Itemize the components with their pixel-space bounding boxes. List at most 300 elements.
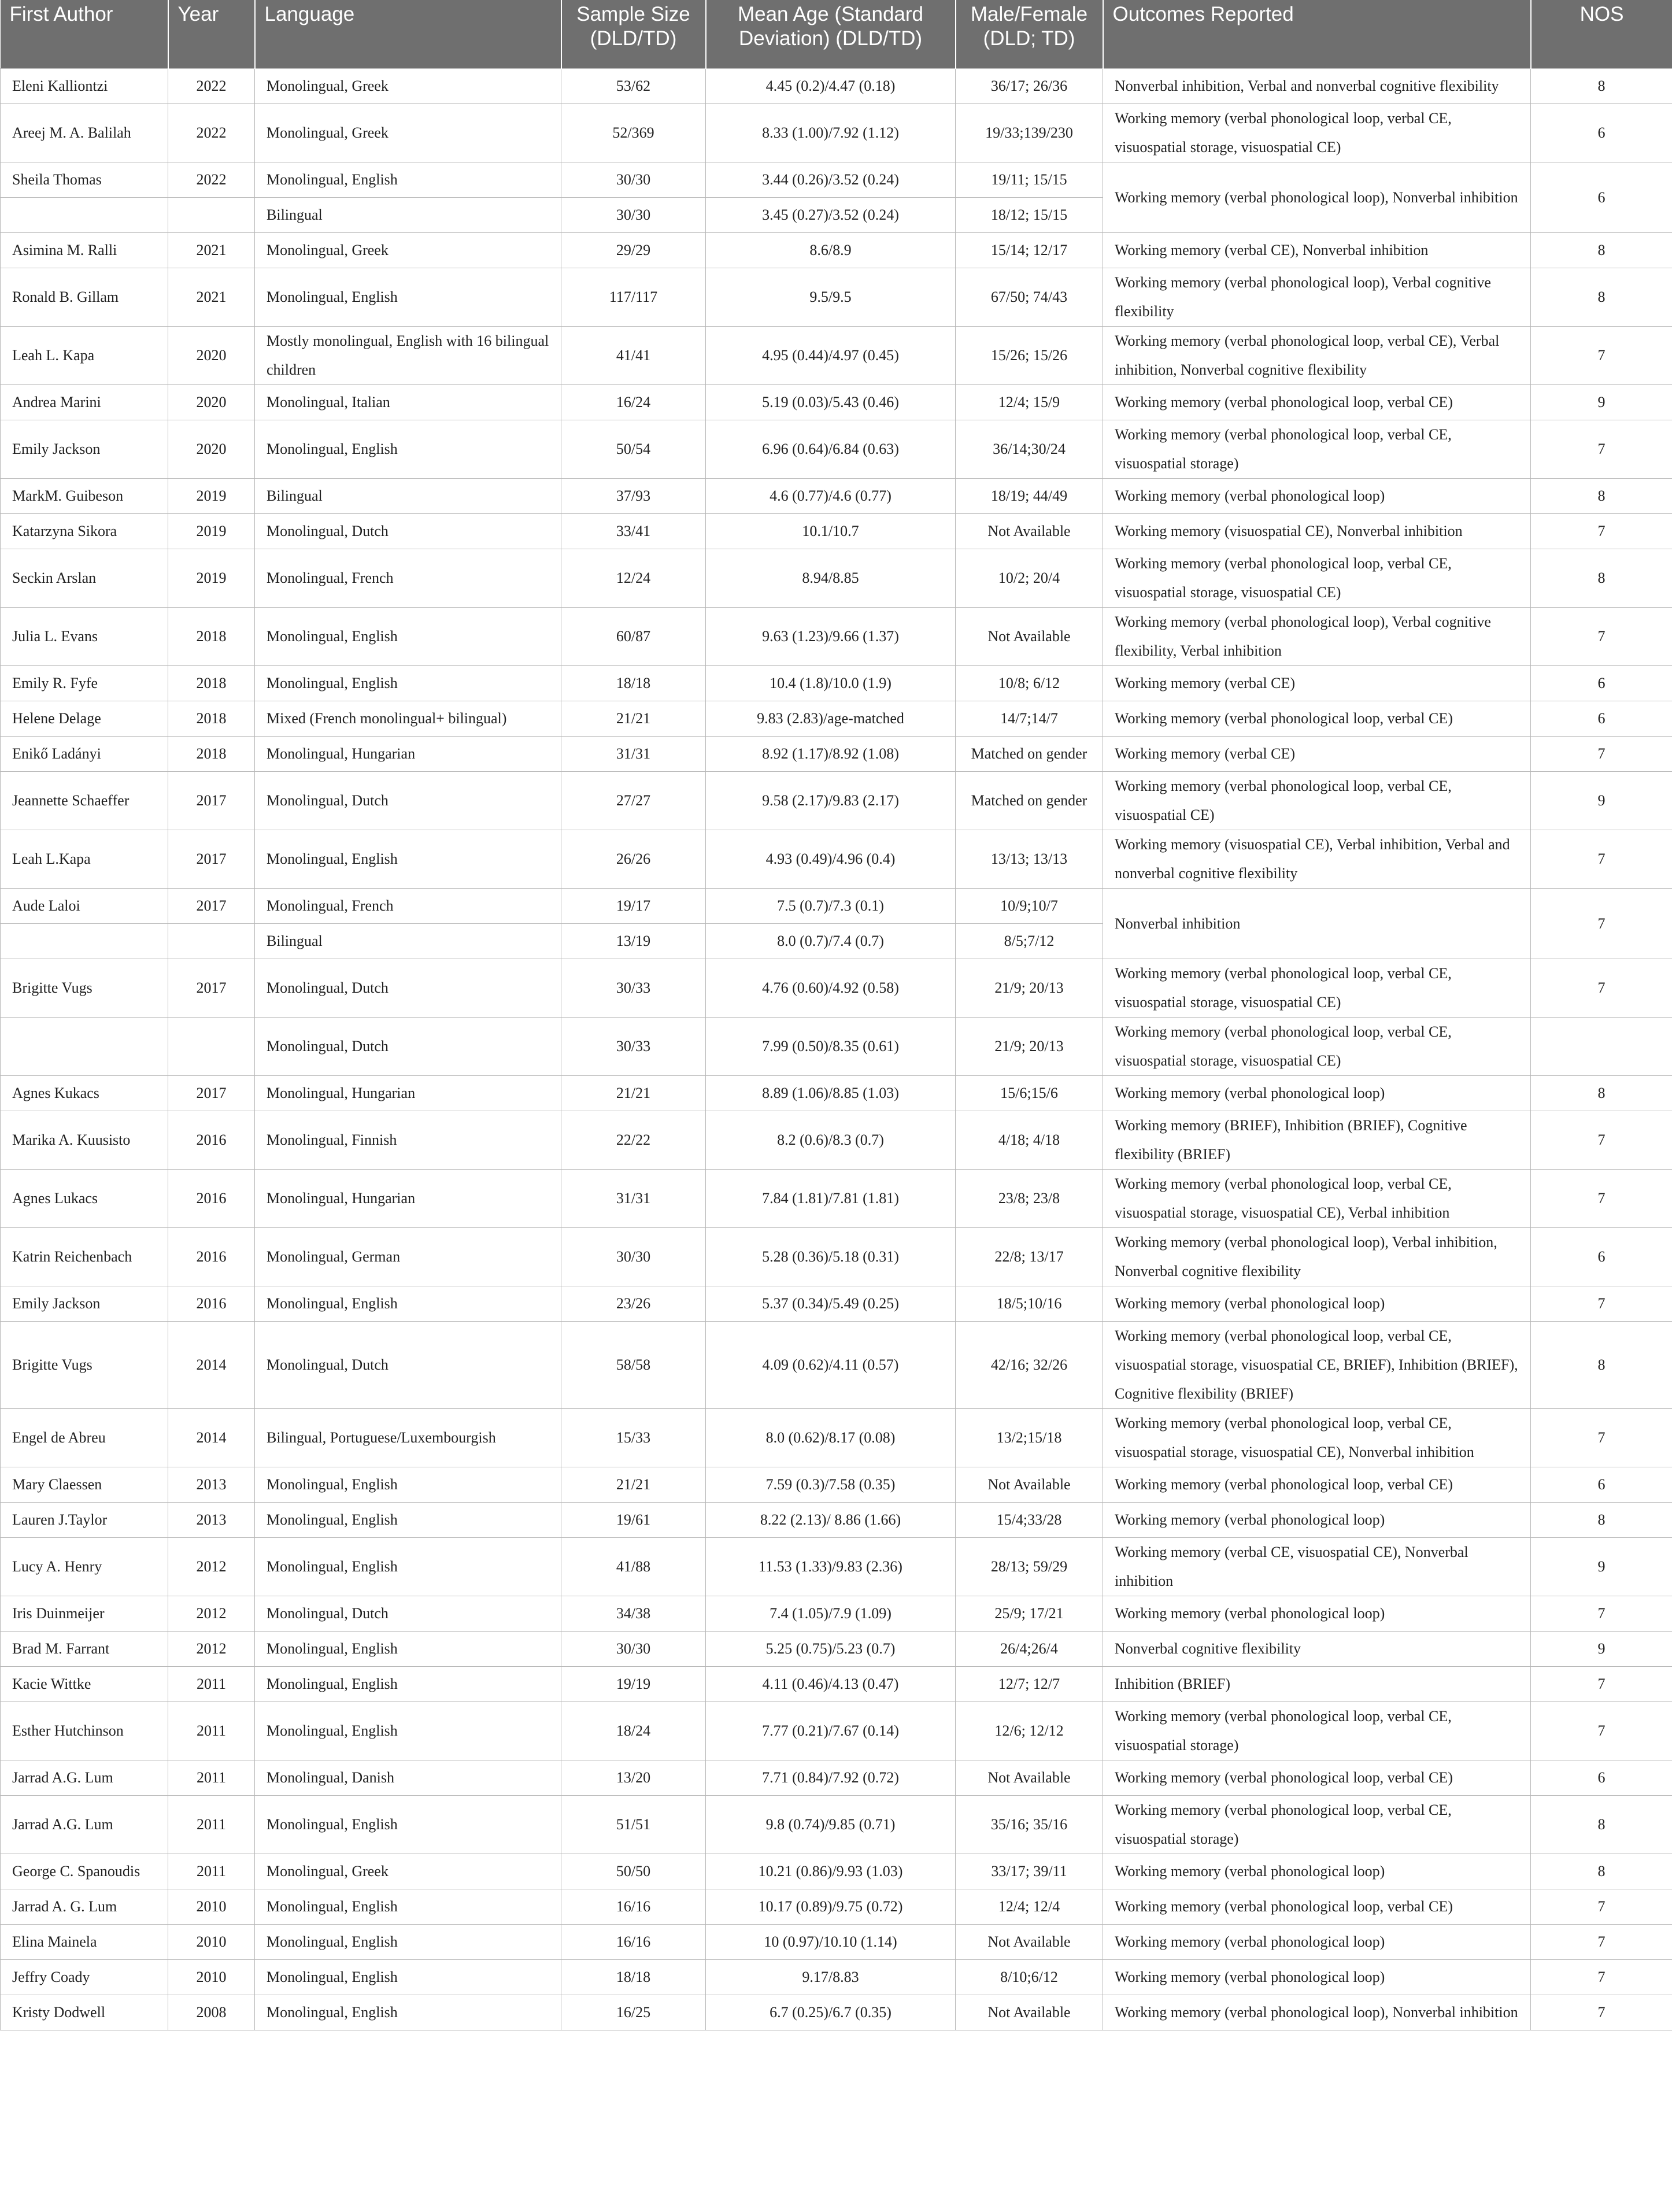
cell-outcomes: Working memory (verbal phonological loop), Nonverbal inhibition <box>1103 1995 1531 2030</box>
cell-year: 2018 <box>168 737 255 772</box>
table-row <box>1 1889 1672 1925</box>
cell-male-female: 18/19; 44/49 <box>956 479 1103 514</box>
table-row <box>1 1076 1672 1111</box>
cell-first-author: Leah L.Kapa <box>1 830 168 889</box>
cell-language: Monolingual, Greek <box>255 233 561 268</box>
cell-male-female: 25/9; 17/21 <box>956 1596 1103 1632</box>
table-row <box>1 233 1672 268</box>
cell-year: 2010 <box>168 1960 255 1995</box>
cell-mean-age: 4.76 (0.60)/4.92 (0.58) <box>706 959 956 1018</box>
table-row <box>1 737 1672 772</box>
cell-year: 2012 <box>168 1538 255 1596</box>
table-row <box>1 830 1672 889</box>
cell-first-author: Kacie Wittke <box>1 1667 168 1702</box>
cell-year: 2011 <box>168 1760 255 1796</box>
cell-first-author: Emily R. Fyfe <box>1 666 168 701</box>
cell-language: Monolingual, English <box>255 162 561 198</box>
cell-outcomes: Working memory (verbal phonological loop) <box>1103 1854 1531 1889</box>
cell-first-author: Brigitte Vugs <box>1 959 168 1018</box>
cell-mean-age: 9.5/9.5 <box>706 268 956 327</box>
cell-year: 2020 <box>168 327 255 385</box>
cell-language: Monolingual, Dutch <box>255 1018 561 1076</box>
cell-first-author: Agnes Kukacs <box>1 1076 168 1111</box>
cell-year: 2022 <box>168 104 255 162</box>
cell-first-author: Jeannette Schaeffer <box>1 772 168 830</box>
cell-male-female: 10/2; 20/4 <box>956 549 1103 608</box>
cell-year: 2011 <box>168 1796 255 1854</box>
cell-nos: 7 <box>1531 737 1672 772</box>
cell-language: Monolingual, Greek <box>255 69 561 104</box>
cell-mean-age: 4.93 (0.49)/4.96 (0.4) <box>706 830 956 889</box>
table-row <box>1 162 1672 198</box>
cell-first-author: Esther Hutchinson <box>1 1702 168 1760</box>
cell-first-author: Areej M. A. Balilah <box>1 104 168 162</box>
cell-male-female: 19/33;139/230 <box>956 104 1103 162</box>
cell-sample-size: 21/21 <box>561 1467 706 1503</box>
cell-male-female: 13/13; 13/13 <box>956 830 1103 889</box>
cell-first-author: Emily Jackson <box>1 1286 168 1322</box>
cell-sample-size: 29/29 <box>561 233 706 268</box>
cell-outcomes: Nonverbal inhibition, Verbal and nonverbal cognitive flexibility <box>1103 69 1531 104</box>
cell-first-author: Brigitte Vugs <box>1 1322 168 1409</box>
cell-outcomes: Working memory (verbal phonological loop, verbal CE, visuospatial storage, visuospatial CE) <box>1103 549 1531 608</box>
cell-sample-size: 60/87 <box>561 608 706 666</box>
cell-mean-age: 5.25 (0.75)/5.23 (0.7) <box>706 1632 956 1667</box>
cell-language: Monolingual, English <box>255 1925 561 1960</box>
cell-year: 2016 <box>168 1228 255 1286</box>
cell-sample-size: 41/88 <box>561 1538 706 1596</box>
cell-sample-size: 52/369 <box>561 104 706 162</box>
table-row <box>1 479 1672 514</box>
table-row <box>1 1228 1672 1286</box>
cell-first-author <box>1 198 168 233</box>
cell-mean-age: 8.89 (1.06)/8.85 (1.03) <box>706 1076 956 1111</box>
cell-male-female: Not Available <box>956 1760 1103 1796</box>
cell-male-female: 8/5;7/12 <box>956 924 1103 959</box>
cell-language: Monolingual, Dutch <box>255 514 561 549</box>
cell-mean-age: 7.71 (0.84)/7.92 (0.72) <box>706 1760 956 1796</box>
table-row <box>1 1596 1672 1632</box>
cell-sample-size: 50/50 <box>561 1854 706 1889</box>
cell-nos: 7 <box>1531 1995 1672 2030</box>
cell-nos: 8 <box>1531 1076 1672 1111</box>
cell-language: Monolingual, English <box>255 1667 561 1702</box>
cell-outcomes: Working memory (verbal phonological loop, verbal CE, visuospatial storage, visuospatial CE) <box>1103 1018 1531 1076</box>
cell-mean-age: 10.1/10.7 <box>706 514 956 549</box>
cell-mean-age: 8.94/8.85 <box>706 549 956 608</box>
cell-male-female: 36/14;30/24 <box>956 420 1103 479</box>
cell-mean-age: 5.28 (0.36)/5.18 (0.31) <box>706 1228 956 1286</box>
table-row <box>1 69 1672 104</box>
cell-outcomes: Working memory (verbal phonological loop) <box>1103 479 1531 514</box>
cell-sample-size: 21/21 <box>561 701 706 737</box>
cell-male-female: 12/7; 12/7 <box>956 1667 1103 1702</box>
cell-nos: 7 <box>1531 1111 1672 1170</box>
header-outcomes-reported: Outcomes Reported <box>1103 0 1531 69</box>
cell-mean-age: 10 (0.97)/10.10 (1.14) <box>706 1925 956 1960</box>
cell-mean-age: 8.6/8.9 <box>706 233 956 268</box>
table-row <box>1 959 1672 1018</box>
cell-sample-size: 34/38 <box>561 1596 706 1632</box>
cell-first-author: Kristy Dodwell <box>1 1995 168 2030</box>
cell-language: Bilingual <box>255 924 561 959</box>
cell-nos: 7 <box>1531 1596 1672 1632</box>
cell-first-author: Seckin Arslan <box>1 549 168 608</box>
cell-mean-age: 6.7 (0.25)/6.7 (0.35) <box>706 1995 956 2030</box>
cell-language: Monolingual, English <box>255 1889 561 1925</box>
cell-first-author: Jarrad A. G. Lum <box>1 1889 168 1925</box>
cell-language: Monolingual, French <box>255 889 561 924</box>
cell-sample-size: 16/16 <box>561 1925 706 1960</box>
table-row <box>1 772 1672 830</box>
cell-male-female: 10/9;10/7 <box>956 889 1103 924</box>
cell-mean-age: 7.84 (1.81)/7.81 (1.81) <box>706 1170 956 1228</box>
cell-outcomes: Working memory (verbal phonological loop) <box>1103 1286 1531 1322</box>
cell-sample-size: 51/51 <box>561 1796 706 1854</box>
cell-first-author <box>1 1018 168 1076</box>
cell-male-female: 21/9; 20/13 <box>956 959 1103 1018</box>
cell-nos: 6 <box>1531 701 1672 737</box>
cell-outcomes: Working memory (verbal phonological loop), Verbal cognitive flexibility, Verbal inhibition <box>1103 608 1531 666</box>
cell-male-female: Not Available <box>956 1925 1103 1960</box>
cell-first-author <box>1 924 168 959</box>
table-row <box>1 268 1672 327</box>
cell-sample-size: 19/61 <box>561 1503 706 1538</box>
cell-nos: 6 <box>1531 104 1672 162</box>
cell-language: Bilingual <box>255 479 561 514</box>
cell-male-female: Not Available <box>956 1467 1103 1503</box>
cell-outcomes: Inhibition (BRIEF) <box>1103 1667 1531 1702</box>
cell-mean-age: 4.6 (0.77)/4.6 (0.77) <box>706 479 956 514</box>
cell-nos: 7 <box>1531 608 1672 666</box>
cell-nos: 7 <box>1531 1960 1672 1995</box>
cell-year: 2008 <box>168 1995 255 2030</box>
table-row <box>1 1467 1672 1503</box>
cell-year <box>168 198 255 233</box>
table-row <box>1 1702 1672 1760</box>
cell-mean-age: 6.96 (0.64)/6.84 (0.63) <box>706 420 956 479</box>
cell-male-female: 35/16; 35/16 <box>956 1796 1103 1854</box>
cell-mean-age: 7.59 (0.3)/7.58 (0.35) <box>706 1467 956 1503</box>
table-row <box>1 1667 1672 1702</box>
cell-male-female: 15/14; 12/17 <box>956 233 1103 268</box>
cell-year: 2017 <box>168 772 255 830</box>
cell-language: Monolingual, English <box>255 1503 561 1538</box>
cell-nos: 8 <box>1531 268 1672 327</box>
cell-male-female: 19/11; 15/15 <box>956 162 1103 198</box>
cell-language: Monolingual, English <box>255 1702 561 1760</box>
cell-first-author: Ronald B. Gillam <box>1 268 168 327</box>
cell-nos: 6 <box>1531 1228 1672 1286</box>
cell-year: 2014 <box>168 1409 255 1467</box>
table-row <box>1 1995 1672 2030</box>
cell-nos: 6 <box>1531 1760 1672 1796</box>
cell-outcomes: Working memory (verbal phonological loop), Verbal inhibition, Nonverbal cognitive flexibility <box>1103 1228 1531 1286</box>
cell-sample-size: 30/30 <box>561 162 706 198</box>
cell-mean-age: 9.58 (2.17)/9.83 (2.17) <box>706 772 956 830</box>
cell-year: 2018 <box>168 608 255 666</box>
cell-sample-size: 37/93 <box>561 479 706 514</box>
cell-sample-size: 30/33 <box>561 1018 706 1076</box>
table-row <box>1 514 1672 549</box>
cell-language: Monolingual, English <box>255 268 561 327</box>
cell-language: Monolingual, Dutch <box>255 1596 561 1632</box>
cell-first-author: Asimina M. Ralli <box>1 233 168 268</box>
cell-mean-age: 5.37 (0.34)/5.49 (0.25) <box>706 1286 956 1322</box>
cell-outcomes: Working memory (verbal phonological loop) <box>1103 1503 1531 1538</box>
cell-first-author: Helene Delage <box>1 701 168 737</box>
cell-mean-age: 4.95 (0.44)/4.97 (0.45) <box>706 327 956 385</box>
header-male-female: Male/Female (DLD; TD) <box>956 0 1103 69</box>
cell-language: Monolingual, Dutch <box>255 959 561 1018</box>
cell-sample-size: 18/24 <box>561 1702 706 1760</box>
cell-outcomes: Working memory (visuospatial CE), Verbal inhibition, Verbal and nonverbal cognitive flexibility <box>1103 830 1531 889</box>
cell-year: 2010 <box>168 1925 255 1960</box>
cell-nos: 8 <box>1531 1322 1672 1409</box>
cell-sample-size: 27/27 <box>561 772 706 830</box>
cell-nos: 7 <box>1531 1170 1672 1228</box>
cell-sample-size: 26/26 <box>561 830 706 889</box>
table-row <box>1 1538 1672 1596</box>
cell-language: Monolingual, English <box>255 420 561 479</box>
cell-mean-age: 7.4 (1.05)/7.9 (1.09) <box>706 1596 956 1632</box>
table-body <box>1 69 1672 2030</box>
cell-language: Monolingual, Italian <box>255 385 561 420</box>
table-row <box>1 327 1672 385</box>
cell-year: 2022 <box>168 69 255 104</box>
cell-language: Monolingual, English <box>255 1467 561 1503</box>
cell-mean-age: 7.5 (0.7)/7.3 (0.1) <box>706 889 956 924</box>
cell-sample-size: 15/33 <box>561 1409 706 1467</box>
cell-outcomes: Working memory (BRIEF), Inhibition (BRIEF), Cognitive flexibility (BRIEF) <box>1103 1111 1531 1170</box>
cell-male-female: Matched on gender <box>956 772 1103 830</box>
cell-outcomes: Working memory (verbal phonological loop) <box>1103 1960 1531 1995</box>
cell-male-female: 12/4; 12/4 <box>956 1889 1103 1925</box>
cell-male-female: 42/16; 32/26 <box>956 1322 1103 1409</box>
table-row <box>1 1111 1672 1170</box>
cell-language: Monolingual, Dutch <box>255 772 561 830</box>
cell-male-female: 33/17; 39/11 <box>956 1854 1103 1889</box>
cell-language: Monolingual, English <box>255 1796 561 1854</box>
cell-nos: 8 <box>1531 233 1672 268</box>
cell-outcomes: Working memory (verbal phonological loop, verbal CE, visuospatial storage) <box>1103 420 1531 479</box>
cell-language: Monolingual, German <box>255 1228 561 1286</box>
cell-first-author: Aude Laloi <box>1 889 168 924</box>
cell-year: 2020 <box>168 420 255 479</box>
cell-nos: 7 <box>1531 889 1672 959</box>
cell-mean-age: 9.83 (2.83)/age-matched <box>706 701 956 737</box>
cell-sample-size: 41/41 <box>561 327 706 385</box>
cell-sample-size: 21/21 <box>561 1076 706 1111</box>
table-row <box>1 1960 1672 1995</box>
cell-first-author: Eleni Kalliontzi <box>1 69 168 104</box>
cell-first-author: Lauren J.Taylor <box>1 1503 168 1538</box>
cell-first-author: Lucy A. Henry <box>1 1538 168 1596</box>
cell-first-author: Leah L. Kapa <box>1 327 168 385</box>
cell-sample-size: 16/25 <box>561 1995 706 2030</box>
table-row <box>1 1925 1672 1960</box>
cell-mean-age: 8.92 (1.17)/8.92 (1.08) <box>706 737 956 772</box>
cell-first-author: Marika A. Kuusisto <box>1 1111 168 1170</box>
cell-outcomes: Working memory (verbal phonological loop, verbal CE, visuospatial storage, visuospatial CE), Nonverbal inhibition <box>1103 1409 1531 1467</box>
cell-nos: 8 <box>1531 69 1672 104</box>
cell-outcomes: Working memory (verbal CE, visuospatial CE), Nonverbal inhibition <box>1103 1538 1531 1596</box>
cell-mean-age: 7.99 (0.50)/8.35 (0.61) <box>706 1018 956 1076</box>
cell-nos: 7 <box>1531 1702 1672 1760</box>
cell-year <box>168 1018 255 1076</box>
cell-first-author: Brad M. Farrant <box>1 1632 168 1667</box>
cell-first-author: Jarrad A.G. Lum <box>1 1796 168 1854</box>
cell-sample-size: 16/24 <box>561 385 706 420</box>
cell-outcomes: Working memory (visuospatial CE), Nonverbal inhibition <box>1103 514 1531 549</box>
cell-sample-size: 23/26 <box>561 1286 706 1322</box>
cell-nos: 7 <box>1531 1286 1672 1322</box>
cell-year: 2010 <box>168 1889 255 1925</box>
cell-male-female: 10/8; 6/12 <box>956 666 1103 701</box>
cell-first-author: Elina Mainela <box>1 1925 168 1960</box>
cell-mean-age: 4.45 (0.2)/4.47 (0.18) <box>706 69 956 104</box>
cell-male-female: 26/4;26/4 <box>956 1632 1103 1667</box>
cell-outcomes: Working memory (verbal phonological loop) <box>1103 1596 1531 1632</box>
cell-outcomes: Working memory (verbal phonological loop) <box>1103 1925 1531 1960</box>
cell-language: Monolingual, English <box>255 1538 561 1596</box>
table-row <box>1 889 1672 924</box>
cell-first-author: Jarrad A.G. Lum <box>1 1760 168 1796</box>
cell-outcomes: Working memory (verbal CE) <box>1103 666 1531 701</box>
cell-year: 2022 <box>168 162 255 198</box>
cell-male-female: 22/8; 13/17 <box>956 1228 1103 1286</box>
table-row <box>1 385 1672 420</box>
cell-year: 2017 <box>168 830 255 889</box>
cell-outcomes: Working memory (verbal phonological loop, verbal CE) <box>1103 1760 1531 1796</box>
cell-sample-size: 30/30 <box>561 1228 706 1286</box>
cell-mean-age: 8.2 (0.6)/8.3 (0.7) <box>706 1111 956 1170</box>
cell-male-female: Not Available <box>956 1995 1103 2030</box>
cell-year: 2012 <box>168 1632 255 1667</box>
header-nos: NOS <box>1531 0 1672 69</box>
cell-language: Monolingual, English <box>255 666 561 701</box>
cell-year: 2019 <box>168 549 255 608</box>
cell-mean-age: 9.17/8.83 <box>706 1960 956 1995</box>
cell-sample-size: 31/31 <box>561 1170 706 1228</box>
cell-sample-size: 18/18 <box>561 666 706 701</box>
cell-language: Bilingual, Portuguese/Luxembourgish <box>255 1409 561 1467</box>
cell-outcomes: Working memory (verbal phonological loop, verbal CE, visuospatial CE) <box>1103 772 1531 830</box>
cell-nos: 7 <box>1531 420 1672 479</box>
cell-year: 2018 <box>168 666 255 701</box>
cell-outcomes: Working memory (verbal phonological loop, verbal CE, visuospatial storage, visuospatial CE) <box>1103 104 1531 162</box>
cell-language: Monolingual, Hungarian <box>255 737 561 772</box>
cell-sample-size: 30/33 <box>561 959 706 1018</box>
cell-male-female: 14/7;14/7 <box>956 701 1103 737</box>
cell-year: 2011 <box>168 1702 255 1760</box>
cell-year: 2021 <box>168 233 255 268</box>
table-row <box>1 1018 1672 1076</box>
cell-language: Monolingual, Hungarian <box>255 1076 561 1111</box>
table-row <box>1 104 1672 162</box>
cell-sample-size: 117/117 <box>561 268 706 327</box>
cell-first-author: Enikő Ladányi <box>1 737 168 772</box>
header-language: Language <box>255 0 561 69</box>
table-row <box>1 701 1672 737</box>
cell-mean-age: 4.11 (0.46)/4.13 (0.47) <box>706 1667 956 1702</box>
cell-sample-size: 13/19 <box>561 924 706 959</box>
cell-mean-age: 10.17 (0.89)/9.75 (0.72) <box>706 1889 956 1925</box>
cell-year: 2013 <box>168 1467 255 1503</box>
cell-year: 2016 <box>168 1286 255 1322</box>
cell-mean-age: 9.63 (1.23)/9.66 (1.37) <box>706 608 956 666</box>
cell-mean-age: 8.33 (1.00)/7.92 (1.12) <box>706 104 956 162</box>
cell-year: 2019 <box>168 479 255 514</box>
cell-nos: 8 <box>1531 549 1672 608</box>
cell-language: Monolingual, English <box>255 1286 561 1322</box>
cell-year: 2012 <box>168 1596 255 1632</box>
cell-year: 2014 <box>168 1322 255 1409</box>
cell-first-author: Jeffry Coady <box>1 1960 168 1995</box>
cell-language: Monolingual, English <box>255 830 561 889</box>
cell-outcomes: Working memory (verbal phonological loop, verbal CE) <box>1103 1889 1531 1925</box>
cell-male-female: 12/6; 12/12 <box>956 1702 1103 1760</box>
cell-outcomes: Working memory (verbal phonological loop, verbal CE) <box>1103 1467 1531 1503</box>
cell-language: Monolingual, Finnish <box>255 1111 561 1170</box>
cell-year: 2019 <box>168 514 255 549</box>
header-year: Year <box>168 0 255 69</box>
cell-year: 2018 <box>168 701 255 737</box>
cell-outcomes: Working memory (verbal CE), Nonverbal inhibition <box>1103 233 1531 268</box>
cell-outcomes: Working memory (verbal phonological loop, verbal CE, visuospatial storage) <box>1103 1796 1531 1854</box>
cell-outcomes: Working memory (verbal phonological loop), Nonverbal inhibition <box>1103 162 1531 233</box>
cell-year <box>168 924 255 959</box>
cell-first-author: MarkM. Guibeson <box>1 479 168 514</box>
cell-male-female: 23/8; 23/8 <box>956 1170 1103 1228</box>
cell-year: 2017 <box>168 1076 255 1111</box>
cell-language: Mixed (French monolingual+ bilingual) <box>255 701 561 737</box>
table-row <box>1 549 1672 608</box>
cell-sample-size: 16/16 <box>561 1889 706 1925</box>
header-mean-age: Mean Age (Standard Deviation) (DLD/TD) <box>706 0 956 69</box>
cell-male-female: 28/13; 59/29 <box>956 1538 1103 1596</box>
cell-language: Monolingual, English <box>255 608 561 666</box>
cell-nos: 7 <box>1531 514 1672 549</box>
table-row <box>1 1170 1672 1228</box>
cell-sample-size: 50/54 <box>561 420 706 479</box>
cell-nos: 8 <box>1531 1503 1672 1538</box>
cell-year: 2013 <box>168 1503 255 1538</box>
table-row <box>1 1760 1672 1796</box>
cell-sample-size: 19/17 <box>561 889 706 924</box>
cell-outcomes: Nonverbal inhibition <box>1103 889 1531 959</box>
cell-nos: 9 <box>1531 772 1672 830</box>
cell-sample-size: 58/58 <box>561 1322 706 1409</box>
cell-nos: 9 <box>1531 1538 1672 1596</box>
header-sample-size: Sample Size (DLD/TD) <box>561 0 706 69</box>
table-row <box>1 1503 1672 1538</box>
cell-language: Mostly monolingual, English with 16 bilingual children <box>255 327 561 385</box>
cell-first-author: Sheila Thomas <box>1 162 168 198</box>
cell-nos: 9 <box>1531 385 1672 420</box>
cell-language: Monolingual, Dutch <box>255 1322 561 1409</box>
cell-nos: 6 <box>1531 1467 1672 1503</box>
cell-year: 2017 <box>168 889 255 924</box>
cell-outcomes: Working memory (verbal phonological loop, verbal CE), Verbal inhibition, Nonverbal cognitive flexibility <box>1103 327 1531 385</box>
cell-outcomes: Working memory (verbal phonological loop), Verbal cognitive flexibility <box>1103 268 1531 327</box>
cell-language: Monolingual, English <box>255 1995 561 2030</box>
cell-mean-age: 5.19 (0.03)/5.43 (0.46) <box>706 385 956 420</box>
table-row <box>1 1409 1672 1467</box>
cell-male-female: 13/2;15/18 <box>956 1409 1103 1467</box>
cell-language: Monolingual, English <box>255 1632 561 1667</box>
cell-nos <box>1531 1018 1672 1076</box>
